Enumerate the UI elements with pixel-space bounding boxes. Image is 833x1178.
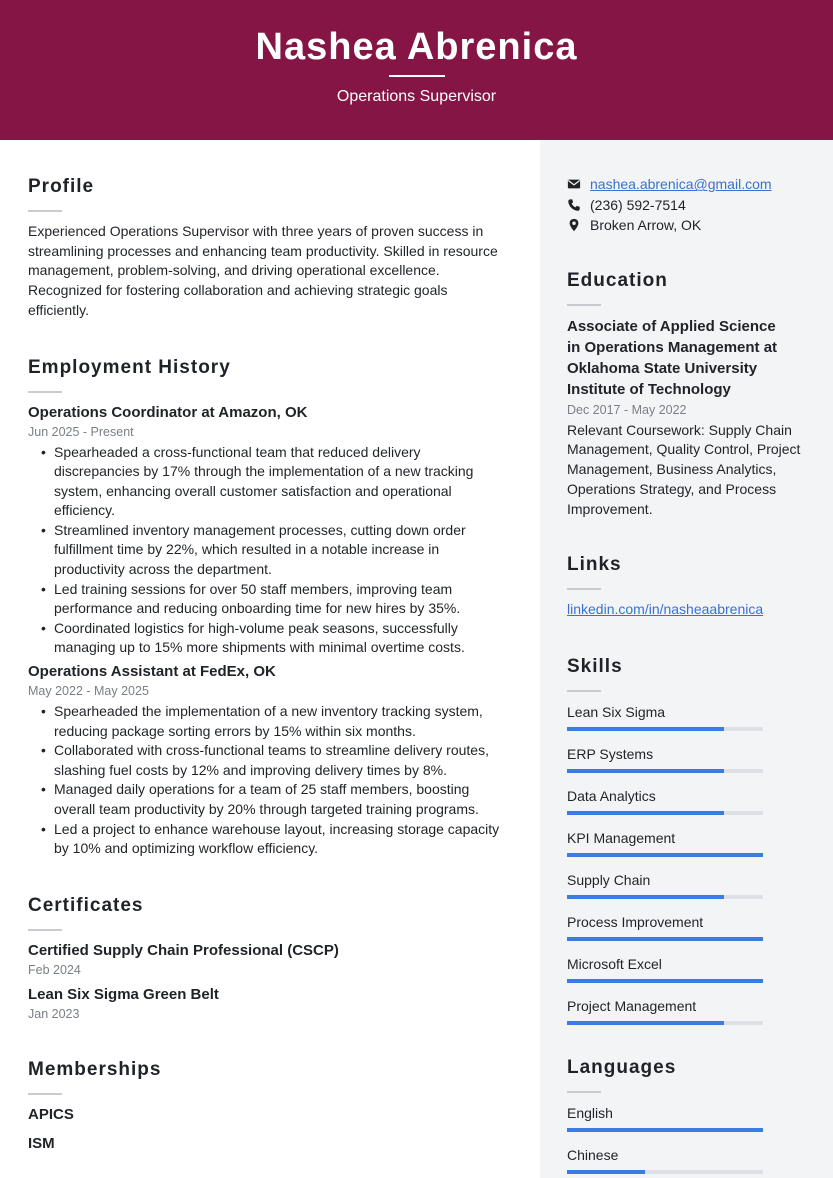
skill-level-bar — [567, 895, 763, 899]
skill-item — [567, 1103, 807, 1132]
job-title: Operations Supervisor — [336, 88, 497, 105]
links-heading: Links — [567, 554, 622, 576]
skill-level-bar — [567, 1170, 763, 1174]
job-bullet: • Spearheaded a cross-functional team that reduced delivery discrepancies by 17% through the implementation of a new tracking system, enhancing overall customer satisfaction and operational efficiency. — [28, 443, 508, 521]
skills-list — [567, 702, 807, 1025]
contact-email-row — [567, 174, 807, 195]
skill-level-fill — [567, 937, 763, 941]
skill-item — [567, 996, 807, 1025]
linkedin-link[interactable]: linkedin.com/in/nasheaabrenica — [567, 601, 764, 618]
job-entry-dates: Jun 2025 - Present — [28, 424, 134, 439]
skill-label: KPI Management — [567, 829, 676, 846]
skill-level-fill — [567, 727, 724, 731]
section-divider — [28, 1093, 62, 1095]
skill-level-fill — [567, 1128, 763, 1132]
contact-phone-row — [567, 195, 807, 216]
skill-level-bar — [567, 979, 763, 983]
phone-number: (236) 592-7514 — [590, 196, 686, 213]
job-entry — [28, 662, 508, 859]
location-pin-icon — [567, 218, 581, 232]
certificate-date: Jan 2023 — [28, 1006, 80, 1021]
membership-item: ISM — [28, 1134, 55, 1152]
skills-section — [567, 656, 807, 1025]
section-divider — [567, 588, 601, 590]
skill-item — [567, 954, 807, 983]
sidebar — [567, 174, 807, 1178]
profile-summary: Experienced Operations Supervisor with three years of proven success in streamlining processes and enhancing team productivity. Skilled in resource management, problem-solving, and driving operational excellence. Recognized for fostering collaboration and achieving strategic goals efficiently. — [28, 223, 498, 318]
header-divider — [389, 75, 445, 77]
skill-level-bar — [567, 811, 763, 815]
skill-label: Supply Chain — [567, 871, 651, 888]
employment-heading: Employment History — [28, 356, 231, 378]
job-bullet: • Collaborated with cross-functional teams to streamline delivery routes, slashing fuel costs by 12% and improving delivery times by 8%. — [28, 741, 508, 780]
job-entry-dates: May 2022 - May 2025 — [28, 684, 149, 699]
skill-label: English — [567, 1104, 613, 1121]
job-bullet: • Led a project to enhance warehouse layout, increasing storage capacity by 10% and optimizing workflow efficiency. — [28, 820, 508, 859]
skill-label: Chinese — [567, 1146, 619, 1163]
phone-icon — [567, 198, 581, 212]
links-section — [567, 554, 807, 620]
languages-heading: Languages — [567, 1056, 677, 1078]
skill-label: Microsoft Excel — [567, 955, 662, 972]
email-link[interactable]: nashea.abrenica@gmail.com — [590, 176, 772, 193]
job-bullet: • Led training sessions for over 50 staff members, improving team performance and reducing onboarding time for new hires by 35%. — [28, 580, 508, 619]
skill-label: ERP Systems — [567, 745, 654, 762]
skill-item — [567, 702, 807, 731]
job-bullet: • Managed daily operations for a team of 25 staff members, boosting overall team productivity by 20% through targeted training programs. — [28, 780, 508, 819]
section-divider — [28, 210, 62, 212]
skill-level-bar — [567, 1128, 763, 1132]
certificates-section — [28, 895, 508, 1023]
skill-level-fill — [567, 1170, 645, 1174]
job-bullet: • Streamlined inventory management processes, cutting down order fulfillment time by 22%, which resulted in a notable increase in productivity across the department. — [28, 521, 508, 580]
job-entry-bullets — [28, 702, 508, 859]
section-divider — [567, 304, 601, 306]
memberships-section — [28, 1059, 508, 1154]
section-divider — [28, 929, 62, 931]
employment-section — [28, 357, 508, 859]
certificates-heading: Certificates — [28, 894, 144, 916]
skill-label: Lean Six Sigma — [567, 703, 666, 720]
skill-label: Data Analytics — [567, 787, 656, 804]
memberships-heading: Memberships — [28, 1058, 162, 1080]
job-entry — [28, 403, 508, 659]
contact-block — [567, 174, 807, 236]
degree-title: Associate of Applied Science in Operations Management at Oklahoma State University Institute of Technology — [567, 317, 778, 399]
skill-level-fill — [567, 979, 763, 983]
skill-level-bar — [567, 853, 763, 857]
profile-heading: Profile — [28, 176, 95, 197]
skill-label: Project Management — [567, 997, 697, 1014]
job-bullet: • Coordinated logistics for high-volume peak seasons, successfully managing up to 15% more shipments with minimal overtime costs. — [28, 619, 508, 658]
candidate-name: Nashea Abrenica — [255, 26, 578, 68]
skill-item — [567, 912, 807, 941]
section-divider — [28, 391, 62, 393]
certificate-title: Lean Six Sigma Green Belt — [28, 985, 219, 1003]
skill-level-fill — [567, 769, 724, 773]
profile-section — [28, 176, 508, 321]
languages-section — [567, 1057, 807, 1174]
skill-item — [567, 870, 807, 899]
section-divider — [567, 1091, 601, 1093]
main-column — [28, 176, 508, 1163]
skill-item — [567, 1145, 807, 1174]
contact-location-row — [567, 215, 807, 236]
membership-item: APICS — [28, 1105, 74, 1123]
skill-level-fill — [567, 853, 763, 857]
skill-label: Process Improvement — [567, 913, 704, 930]
skill-level-bar — [567, 727, 763, 731]
languages-list — [567, 1103, 807, 1174]
job-entry-title: Operations Assistant at FedEx, OK — [28, 663, 276, 681]
certificate-date: Feb 2024 — [28, 962, 81, 977]
skill-level-bar — [567, 769, 763, 773]
skill-level-bar — [567, 937, 763, 941]
education-heading: Education — [567, 269, 668, 291]
job-entry-bullets — [28, 443, 508, 659]
education-dates: Dec 2017 - May 2022 — [567, 402, 687, 417]
skill-item — [567, 828, 807, 857]
education-section — [567, 270, 807, 520]
job-entry-title: Operations Coordinator at Amazon, OK — [28, 403, 308, 421]
education-description: Relevant Coursework: Supply Chain Management, Quality Control, Project Management, Business Analytics, Operations Strategy, and Process Improvement. — [567, 421, 801, 517]
skill-level-bar — [567, 1021, 763, 1025]
skill-level-fill — [567, 895, 724, 899]
location: Broken Arrow, OK — [590, 217, 702, 234]
skill-level-fill — [567, 1021, 724, 1025]
skill-item — [567, 786, 807, 815]
certificate-title: Certified Supply Chain Professional (CSCP) — [28, 941, 339, 959]
skills-heading: Skills — [567, 655, 623, 677]
job-bullet: • Spearheaded the implementation of a new inventory tracking system, reducing package sorting errors by 15% within six months. — [28, 702, 508, 741]
skill-item — [567, 744, 807, 773]
resume-header — [0, 0, 833, 140]
envelope-icon — [567, 177, 581, 191]
section-divider — [567, 690, 601, 692]
skill-level-fill — [567, 811, 724, 815]
